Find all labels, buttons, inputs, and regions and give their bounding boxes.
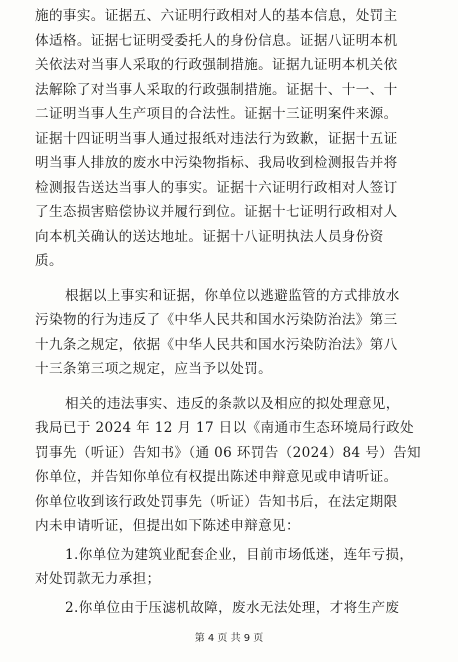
text-line: 对处罚款无力承担； (35, 571, 161, 587)
paragraph-spacer (35, 382, 431, 392)
text-line: 根据以上事实和证据，你单位以逃避监管的方式排放水 (65, 287, 400, 304)
text-line: 我局已于 2024 年 12 月 17 日以《南通市生态环境局行政处 (35, 420, 414, 436)
paragraph-violation (35, 284, 431, 382)
text-line: 了生态损害赔偿协议并履行到位。证据十七证明行政相对人 (35, 204, 398, 220)
text-line: 十三条第三项之规定，应当予以处罚。 (35, 361, 273, 377)
text-line: 向本机关确认的送达地址。证据十八证明执法人员身份资 (35, 228, 384, 245)
paragraph-defense-1 (35, 543, 431, 592)
text-line: 你单位收到该行政处罚事先（听证）告知书后，在法定期限 (35, 493, 398, 510)
page-number-footer: 第 4 页 共 9 页 (194, 633, 264, 644)
text-line: 关依法对当事人采取的行政强制措施。证据九证明本机关依 (35, 57, 398, 73)
text-line: 检测报告送达当事人的事实。证据十六证明行政相对人签订 (35, 179, 398, 196)
paragraph-notice (35, 392, 431, 539)
text-line: 体适格。证据七证明受委托人的身份信息。证据八证明本机 (35, 32, 398, 49)
paragraph-evidence (35, 4, 431, 274)
text-line: 内未申请听证，但提出如下陈述申辩意见： (35, 518, 300, 534)
text-line: 法解除了对当事人采取的行政强制措施。证据十、十一、十 (35, 81, 398, 98)
text-line: 相关的违法事实、违反的条款以及相应的拟处理意见， (65, 395, 400, 412)
text-line: 质。 (35, 253, 63, 269)
text-line: 十九条之规定，依据《中华人民共和国水污染防治法》第八 (35, 336, 398, 353)
paragraph-defense-2 (35, 596, 431, 621)
text-line: 明当事人排放的废水中污染物指标、我局收到检测报告并将 (35, 155, 398, 171)
text-line: 证据十四证明当事人通过报纸对违法行为致歉，证据十五证 (35, 130, 398, 147)
text-line: 2.你单位由于压滤机故障，废水无法处理，才将生产废 (65, 599, 400, 616)
document-body (35, 4, 431, 620)
text-line: 1.你单位为建筑业配套企业，目前市场低迷，连年亏损， (65, 546, 414, 563)
text-line: 施的事实。证据五、六证明行政相对人的基本信息，处罚主 (35, 8, 398, 24)
text-line: 污染物的行为违反了《中华人民共和国水污染防治法》第三 (35, 312, 398, 328)
paragraph-spacer (35, 274, 431, 284)
text-line: 二证明当事人生产项目的合法性。证据十三证明案件来源。 (35, 106, 398, 122)
text-line: 你单位，并告知你单位有权提出陈述申辩意见或申请听证。 (35, 469, 398, 485)
text-line: 罚事先（听证）告知书》（通 06 环罚告（2024）84 号）告知 (35, 444, 421, 461)
